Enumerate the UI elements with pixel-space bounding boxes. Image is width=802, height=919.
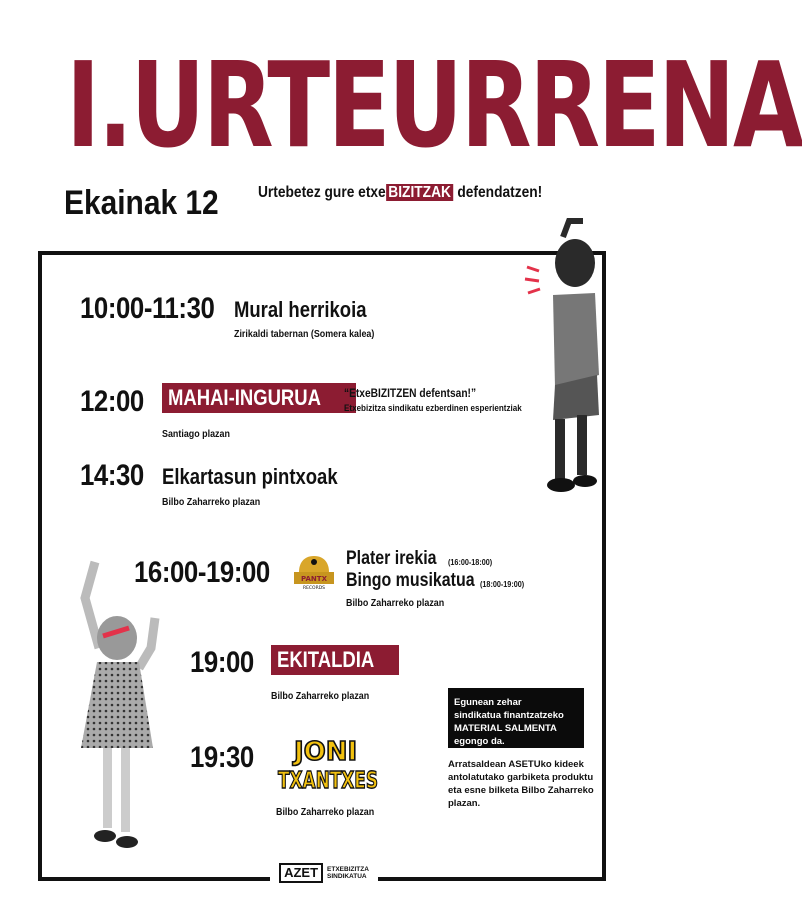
logo-line-1: JONI	[294, 737, 358, 767]
event-subtitle: Etxebizitza sindikatu ezberdinen esperientziak	[344, 403, 522, 414]
slogan-after: defendatzen!	[457, 184, 543, 201]
poster-title: I.URTEURRENA	[66, 36, 802, 174]
event-place: Bilbo Zaharreko plazan	[162, 496, 261, 508]
azet-subtitle	[327, 866, 369, 880]
slogan-before: Urtebetez gure etxe	[258, 184, 386, 201]
pantx-records-logo	[293, 552, 335, 592]
event-time: 19:30	[190, 741, 254, 774]
azet-logo: AZET	[279, 863, 323, 883]
slogan	[258, 184, 542, 202]
event-quote: “EtxeBIZITZEN defentsan!”	[344, 386, 477, 400]
event-name: EKITALDIA	[277, 647, 375, 672]
event-name: MAHAI-INGURUA	[168, 385, 321, 410]
event-name: Elkartasun pintxoak	[162, 464, 338, 489]
event-time: 10:00-11:30	[80, 292, 215, 325]
joni-txantxes-logo	[276, 732, 380, 794]
event-time-1: (16:00-18:00)	[448, 557, 493, 567]
event-time: 12:00	[80, 385, 144, 418]
slogan-highlight: BIZITZAK	[386, 184, 454, 201]
svg-text:RECORDS: RECORDS	[302, 586, 326, 591]
merch-line-2: sindikatua finantzatzeko	[454, 710, 564, 721]
event-name-1: Plater irekia	[346, 548, 437, 569]
logo-line-2: TXANTXES	[278, 768, 378, 794]
event-name-box	[271, 645, 399, 675]
event-place: Bilbo Zaharreko plazan	[346, 597, 445, 609]
event-time: 14:30	[80, 459, 144, 492]
footer-logo	[270, 860, 378, 886]
event-name: Mural herrikoia	[234, 297, 367, 322]
merch-line-1: Egunean zehar	[454, 697, 522, 708]
azet-sub-1: ETXEBIZITZA	[327, 866, 369, 873]
event-time-2: (18:00-19:00)	[480, 579, 525, 589]
boy-photo	[525, 215, 615, 510]
event-time: 16:00-19:00	[134, 556, 270, 589]
merch-line-3: MATERIAL SALMENTA egongo da.	[454, 723, 557, 747]
event-name-2: Bingo musikatua	[346, 570, 475, 591]
event-date: Ekainak 12	[64, 184, 219, 222]
event-time: 19:00	[190, 646, 254, 679]
event-place: Zirikaldi tabernan (Somera kalea)	[234, 328, 375, 340]
svg-text:PANTX: PANTX	[301, 575, 327, 583]
side-note: Arratsaldean ASETUko kideek antolatutako garbiketa produktu eta esne bilketa Bilbo Zaharreko plazan.	[448, 759, 594, 809]
event-name-box	[162, 383, 356, 413]
event-place: Bilbo Zaharreko plazan	[276, 806, 375, 818]
azet-sub-2: SINDIKATUA	[327, 873, 367, 880]
event-place: Santiago plazan	[162, 428, 230, 440]
merch-sale-box	[448, 688, 584, 748]
girl-photo	[55, 558, 170, 863]
event-place: Bilbo Zaharreko plazan	[271, 690, 370, 702]
